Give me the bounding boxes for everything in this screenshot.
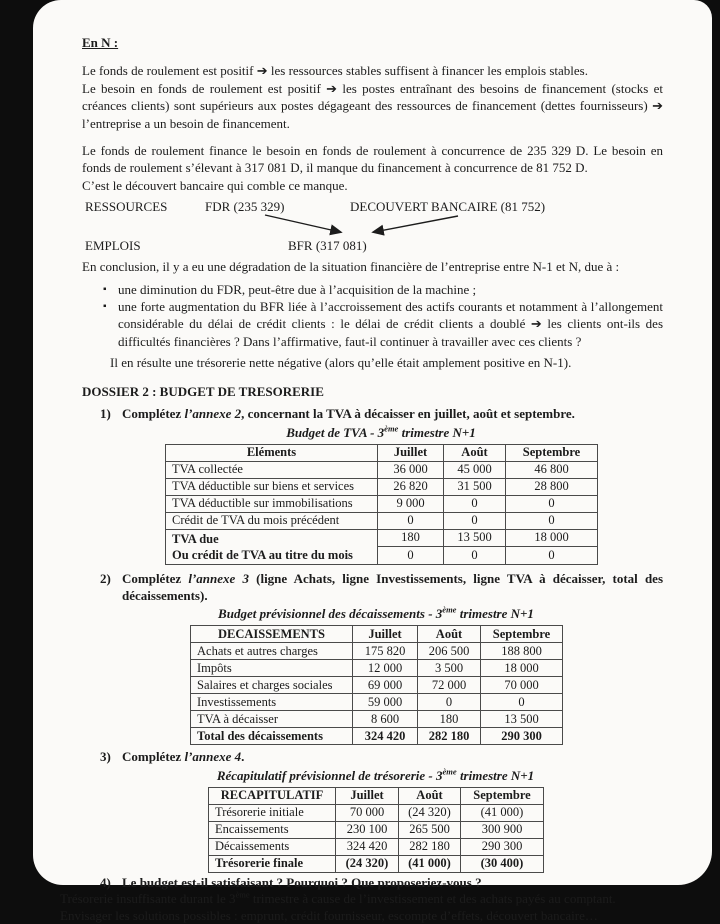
- diagram-fdr-label: FDR (235 329): [205, 199, 285, 215]
- table-row: [166, 529, 598, 547]
- diagram-decouvert-label: DECOUVERT BANCAIRE (81 752): [350, 199, 546, 215]
- table-title-tva: Budget de TVA - 3ème trimestre N+1: [286, 423, 476, 440]
- table-row: [166, 512, 598, 529]
- table-row: [191, 660, 563, 677]
- cell-value: 324 420: [353, 728, 418, 745]
- bullet-text: une forte augmentation du BFR liée à l’accroissement des actifs courants et notamment à l’allongement considérable du délai de crédit clients : le délai de crédit clients a doublé ➔ les clients ont-ils des difficultés financières ? Dans l’affirmative, faut-il continuer à travailler avec ces clients ?: [118, 299, 663, 349]
- column-header: RECAPITULATIF: [209, 787, 336, 804]
- row-label: TVA collectée: [166, 461, 378, 478]
- cell-value: 72 000: [418, 677, 481, 694]
- cell-value: 290 300: [461, 838, 544, 855]
- paragraph-financement: Le fonds de roulement finance le besoin en fonds de roulement à concurrence de 235 329 D. Le besoin en fonds de roulement s’élevant à 317 081 D, il manque du financement à concurrence de 81 752 D.: [82, 143, 663, 176]
- section-heading-en-n: En N :: [82, 35, 119, 50]
- cell-value: 18 000: [506, 529, 598, 547]
- table-row: [166, 495, 598, 512]
- question-number: 2): [100, 570, 111, 586]
- cell-value: 0: [444, 495, 506, 512]
- cell-value: 12 000: [353, 660, 418, 677]
- conclusion-bullet-list: [82, 281, 663, 351]
- question-2: [82, 570, 663, 605]
- cell-value: 26 820: [378, 478, 444, 495]
- table-row: [191, 694, 563, 711]
- table-total-row: [191, 728, 563, 745]
- cell-value: 59 000: [353, 694, 418, 711]
- column-header: DECAISSEMENTS: [191, 626, 353, 643]
- dossier2-title: DOSSIER 2 : BUDGET DE TRESORERIE: [82, 383, 324, 399]
- table-row: [191, 677, 563, 694]
- column-header: Juillet: [353, 626, 418, 643]
- cell-value: 282 180: [418, 728, 481, 745]
- row-label: TVA déductible sur biens et services: [166, 478, 378, 495]
- diagram-bfr-label: BFR (317 081): [288, 237, 367, 253]
- paragraph-closing-2: Envisager les solutions possibles : emprunt, crédit fournisseur, escompte d’effets, découvert bancaire…: [60, 907, 598, 923]
- column-header: Août: [444, 444, 506, 461]
- cell-value: 300 900: [461, 821, 544, 838]
- cell-value: 0: [444, 512, 506, 529]
- cell-value: 13 500: [481, 711, 563, 728]
- cell-value: 0: [378, 547, 444, 565]
- row-label: TVA à décaisser: [191, 711, 353, 728]
- list-item: [82, 281, 663, 298]
- paragraph-fdr-positif: Le fonds de roulement est positif ➔ les ressources stables suffisent à financer les emplois stables.: [82, 63, 588, 79]
- bullet-text: une diminution du FDR, peut-être due à l’acquisition de la machine ;: [118, 281, 477, 297]
- question-number: 1): [100, 406, 111, 422]
- paragraph-bfr-positif: Le besoin en fonds de roulement est positif ➔ les postes entraînant des besoins de financement (stocks et créances clients) sont supérieurs aux postes dégageant des ressources de financement (dettes fournisseurs) ➔ l’entreprise a un besoin de financement.: [82, 80, 663, 131]
- cell-value: (24 320): [336, 855, 399, 872]
- flow-arrows: [82, 212, 663, 238]
- column-header: Septembre: [506, 444, 598, 461]
- cell-value: 0: [506, 547, 598, 565]
- table-header-row: [209, 787, 544, 804]
- cell-value: 188 800: [481, 643, 563, 660]
- paragraph-resultat: Il en résulte une trésorerie nette négative (alors qu’elle était amplement positive en N-1).: [110, 355, 572, 371]
- cell-value: (41 000): [461, 804, 544, 821]
- flow-diagram: [82, 198, 663, 254]
- cell-value: 0: [444, 547, 506, 565]
- cell-value: 0: [506, 495, 598, 512]
- cell-value: 69 000: [353, 677, 418, 694]
- table-decaissements: [190, 625, 563, 745]
- column-header: Septembre: [461, 787, 544, 804]
- cell-value: 180: [418, 711, 481, 728]
- row-label: Total des décaissements: [191, 728, 353, 745]
- column-header: Août: [399, 787, 461, 804]
- cell-value: 206 500: [418, 643, 481, 660]
- cell-value: 70 000: [336, 804, 399, 821]
- question-number: 4): [100, 874, 111, 890]
- cell-value: (24 320): [399, 804, 461, 821]
- row-label: Décaissements: [209, 838, 336, 855]
- cell-value: 0: [481, 694, 563, 711]
- row-label: TVA déductible sur immobilisations: [166, 495, 378, 512]
- cell-value: 8 600: [353, 711, 418, 728]
- cell-value: 180: [378, 529, 444, 547]
- column-header: Eléments: [166, 444, 378, 461]
- cell-value: 13 500: [444, 529, 506, 547]
- table-title-decaissements: Budget prévisionnel des décaissements - 3ème trimestre N+1: [218, 604, 534, 622]
- square-bullet-icon: ▪: [103, 283, 107, 295]
- row-label: Salaires et charges sociales: [191, 677, 353, 694]
- row-label: Trésorerie finale: [209, 855, 336, 872]
- cell-value: (41 000): [399, 855, 461, 872]
- diagram-emplois-label: EMPLOIS: [85, 237, 141, 253]
- cell-value: 265 500: [399, 821, 461, 838]
- column-header: Juillet: [336, 787, 399, 804]
- arrow-down-right-icon: [265, 215, 340, 232]
- table-row: [166, 478, 598, 495]
- cell-value: (30 400): [461, 855, 544, 872]
- table-row: [209, 804, 544, 821]
- table-title-recapitulatif: Récapitulatif prévisionnel de trésorerie - 3ème trimestre N+1: [216, 766, 535, 783]
- arrow-down-left-icon: [374, 216, 458, 232]
- column-header: Août: [418, 626, 481, 643]
- cell-value: 0: [506, 512, 598, 529]
- row-label: Trésorerie initiale: [209, 804, 336, 821]
- document-content: [33, 0, 712, 924]
- list-item: [82, 298, 663, 350]
- table-row: [191, 643, 563, 660]
- cell-value: 70 000: [481, 677, 563, 694]
- row-label: Encaissements: [209, 821, 336, 838]
- question-text: Complétez l’annexe 3 (ligne Achats, ligne Investissements, ligne TVA à décaisser, total des décaissements).: [122, 570, 663, 603]
- table-row: [191, 711, 563, 728]
- cell-value: 324 420: [336, 838, 399, 855]
- cell-value: 46 800: [506, 461, 598, 478]
- table-row: [166, 461, 598, 478]
- question-text: Complétez l’annexe 4.: [122, 749, 245, 765]
- table-total-row: [209, 855, 544, 872]
- cell-value: 175 820: [353, 643, 418, 660]
- cell-value: 45 000: [444, 461, 506, 478]
- column-header: Septembre: [481, 626, 563, 643]
- paragraph-conclusion-intro: En conclusion, il y a eu une dégradation de la situation financière de l’entreprise entre N-1 et N, due à :: [82, 259, 620, 275]
- row-label: Impôts: [191, 660, 353, 677]
- question-3: [82, 748, 663, 765]
- question-number: 3): [100, 749, 111, 765]
- cell-value: 0: [378, 512, 444, 529]
- square-bullet-icon: ▪: [103, 301, 107, 313]
- cell-value: 3 500: [418, 660, 481, 677]
- cell-value: 282 180: [399, 838, 461, 855]
- cell-value: 230 100: [336, 821, 399, 838]
- row-label: Investissements: [191, 694, 353, 711]
- table-recapitulatif: [208, 787, 544, 873]
- diagram-ressources-label: RESSOURCES: [85, 199, 168, 215]
- cell-value: 9 000: [378, 495, 444, 512]
- question-text: Le budget est-il satisfaisant ? Pourquoi ? Que proposeriez-vous ?: [122, 874, 482, 890]
- table-header-row: [191, 626, 563, 643]
- row-label-tva-due: TVA due Ou crédit de TVA au titre du mois: [166, 529, 378, 564]
- document-page: [33, 0, 712, 923]
- table-row: [209, 838, 544, 855]
- cell-value: 290 300: [481, 728, 563, 745]
- row-label: Crédit de TVA du mois précédent: [166, 512, 378, 529]
- table-budget-tva: [165, 444, 598, 565]
- cell-value: 28 800: [506, 478, 598, 495]
- row-label: Achats et autres charges: [191, 643, 353, 660]
- cell-value: 0: [418, 694, 481, 711]
- table-header-row: [166, 444, 598, 461]
- question-4: [82, 874, 663, 891]
- question-text: Complétez l’annexe 2, concernant la TVA à décaisser en juillet, août et septembre.: [122, 406, 575, 422]
- column-header: Juillet: [378, 444, 444, 461]
- paragraph-decouvert: C’est le découvert bancaire qui comble ce manque.: [82, 177, 348, 193]
- cell-value: 31 500: [444, 478, 506, 495]
- paragraph-closing-1: Trésorerie insuffisante durant le 3ème trimestre à cause de l’investissement et des achats payés au comptant.: [60, 889, 616, 907]
- question-1: [82, 405, 663, 422]
- cell-value: 18 000: [481, 660, 563, 677]
- cell-value: 36 000: [378, 461, 444, 478]
- table-row: [209, 821, 544, 838]
